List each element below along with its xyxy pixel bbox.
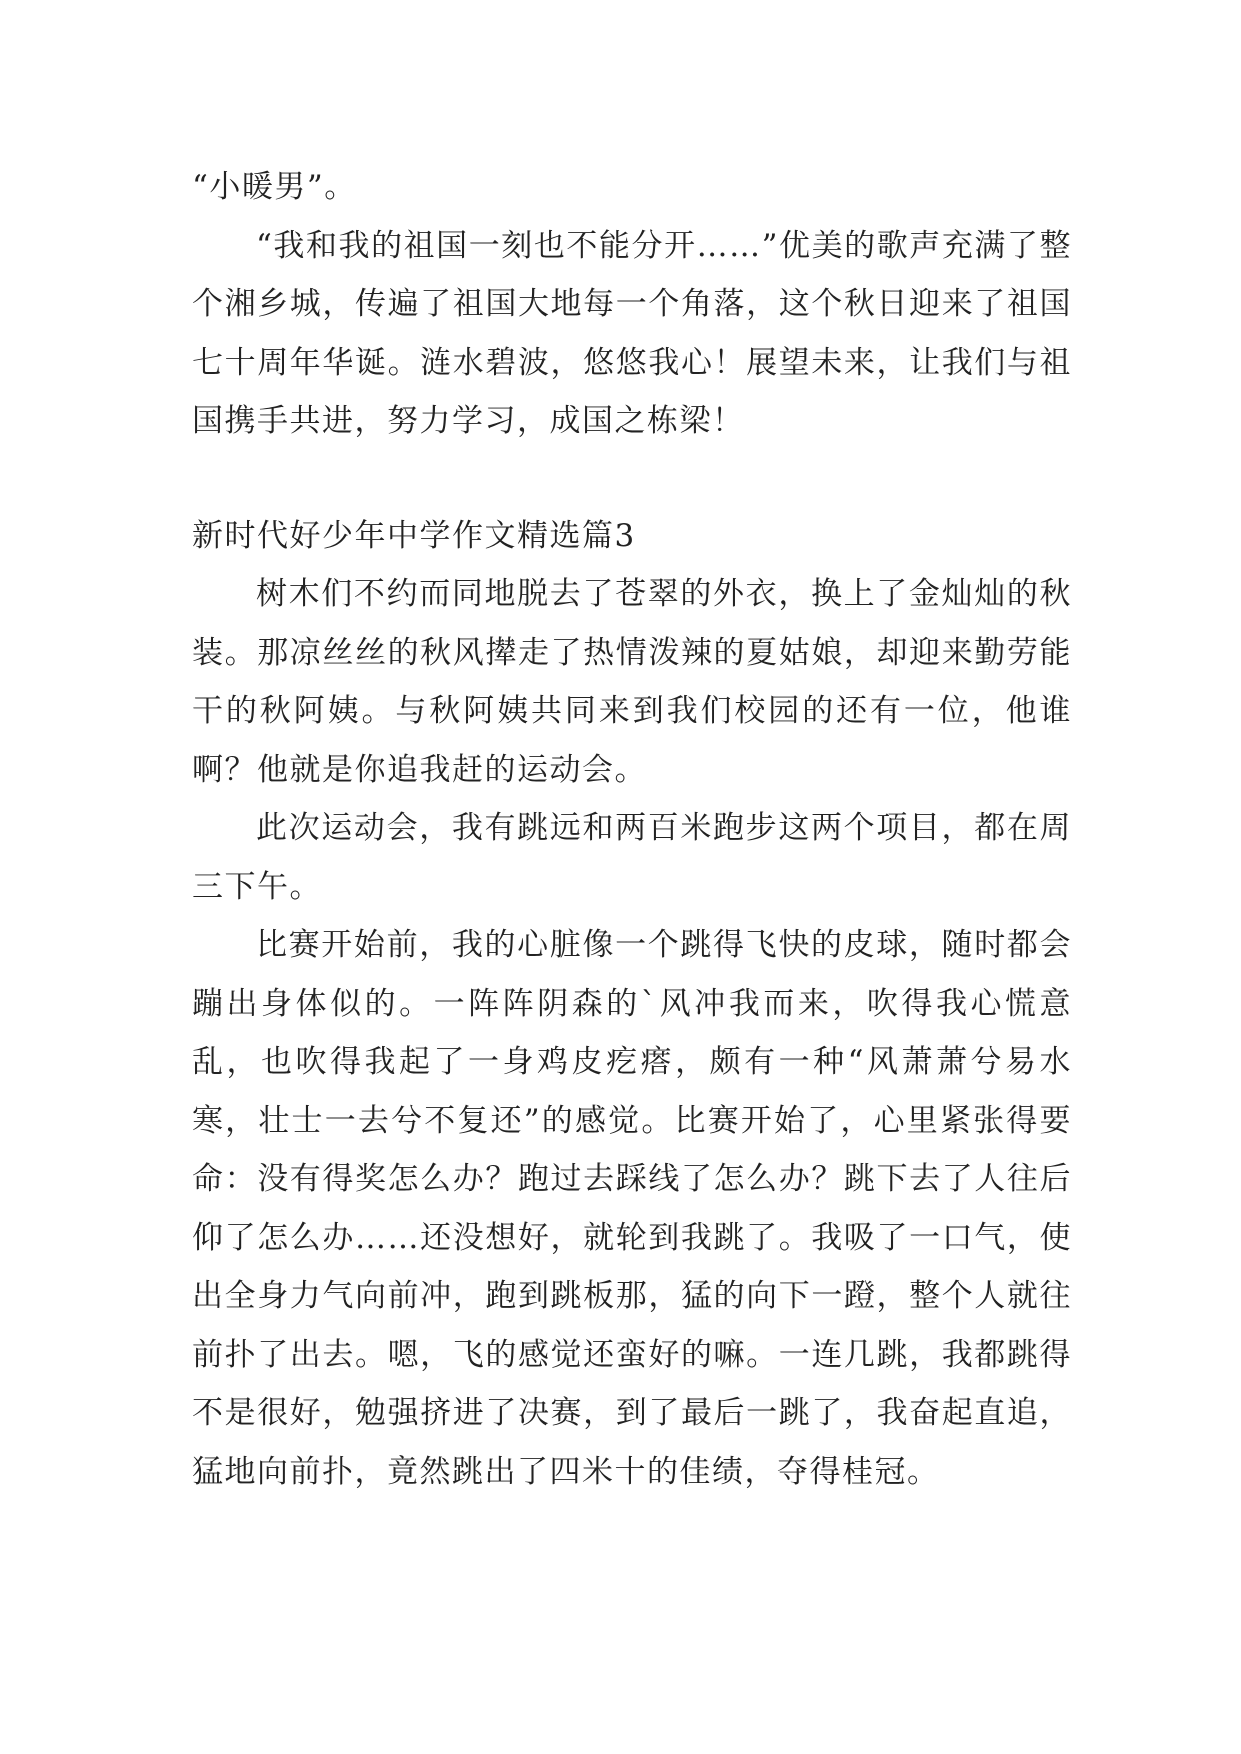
document-body [192,158,1072,1501]
section-title: 新时代好少年中学作文精选篇3 [192,517,636,554]
essay-paragraph-1: 树木们不约而同地脱去了苍翠的外衣，换上了金灿灿的秋装。那凉丝丝的秋风撵走了热情泼辣的夏姑娘，却迎来勤劳能干的秋阿姨。与秋阿姨共同来到我们校园的还有一位，他谁啊？他就是你追我赶的运动会。 [192,576,1072,788]
essay-paragraph-2: 此次运动会，我有跳远和两百米跑步这两个项目，都在周三下午。 [192,810,1072,905]
essay-paragraph-3: 比赛开始前，我的心脏像一个跳得飞快的皮球，随时都会蹦出身体似的。一阵阵阴森的`风冲我而来，吹得我心慌意乱，也吹得我起了一身鸡皮疙瘩，颇有一种“风萧萧兮易水寒，壮士一去兮不复还”的感觉。比赛开始了，心里紧张得要命：没有得奖怎么办？跑过去踩线了怎么办？跳下去了人往后仰了怎么办……还没想好，就轮到我跳了。我吸了一口气，使出全身力气向前冲，跑到跳板那，猛的向下一蹬，整个人就往前扑了出去。嗯，飞的感觉还蛮好的嘛。一连几跳，我都跳得不是很好，勉强挤进了决赛，到了最后一跳了，我奋起直追，猛地向前扑，竟然跳出了四米十的佳绩，夺得桂冠。 [192,927,1072,1490]
continued-text: “小暖男”。 [192,169,357,205]
closing-paragraph: “我和我的祖国一刻也不能分开……”优美的歌声充满了整个湘乡城，传遍了祖国大地每一个角落，这个秋日迎来了祖国七十周年华诞。涟水碧波，悠悠我心！展望未来，让我们与祖国携手共进，努力学习，成国之栋梁！ [192,227,1072,439]
